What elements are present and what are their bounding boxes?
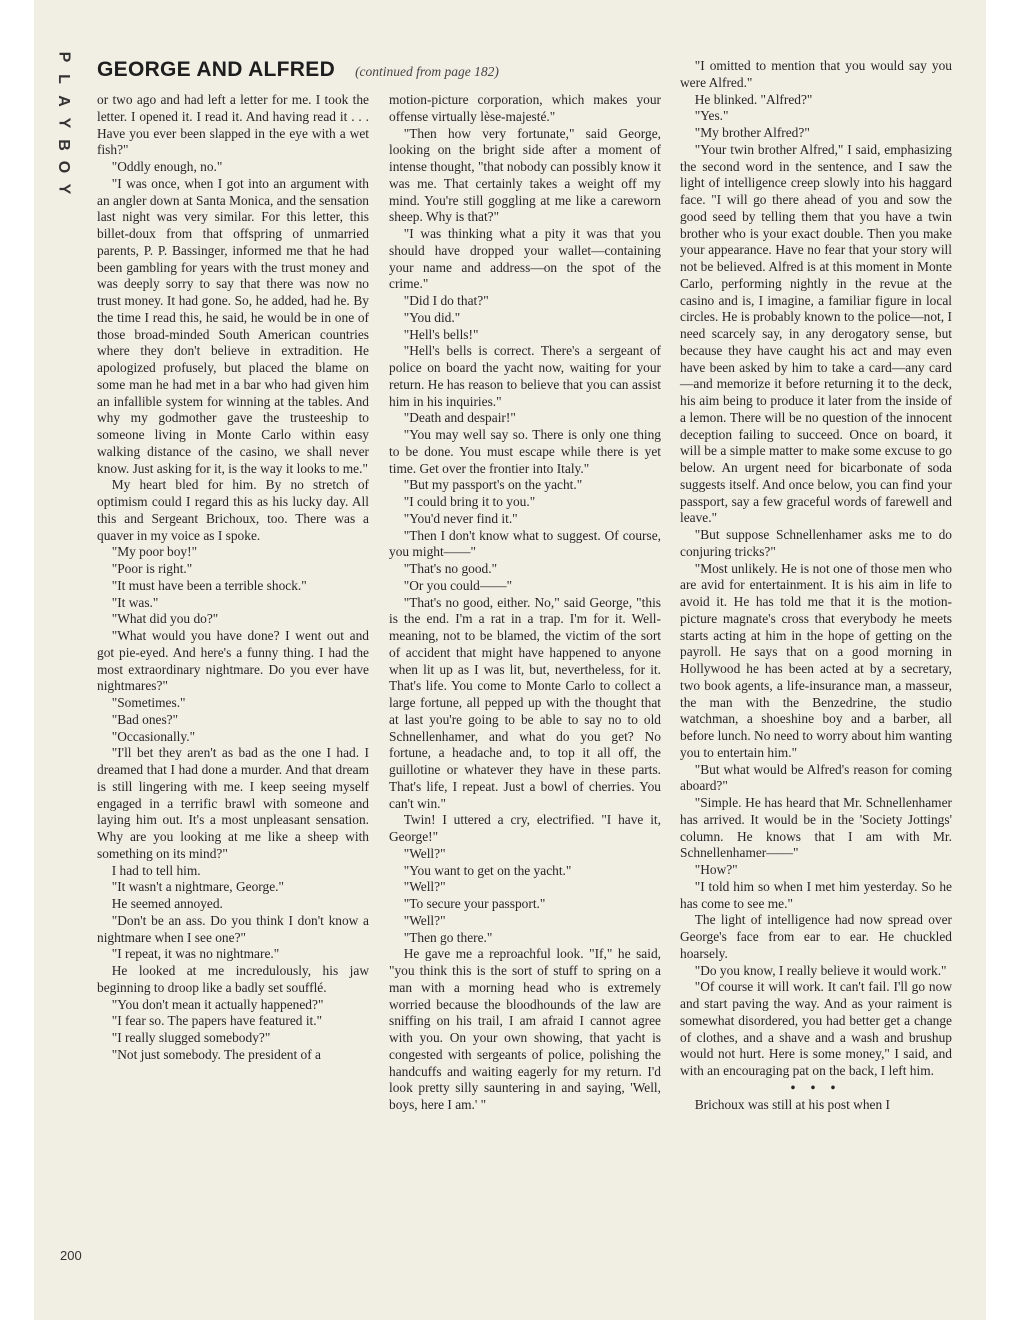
paragraph: "You may well say so. There is only one thing to be done. You must escape while there is yet time. Get over the frontier into Italy." xyxy=(389,427,661,476)
paragraph: "But my passport's on the yacht." xyxy=(403,477,583,493)
masthead-letter: O xyxy=(54,160,72,174)
paragraph: or two ago and had left a letter for me. I took the letter. I opened it. I read it. And having read it . . . Have you ever been slapped in the eye with a wet fish?" xyxy=(97,92,369,158)
paragraph: "Or you could——" xyxy=(403,577,513,593)
paragraph: "You did." xyxy=(403,309,461,325)
masthead-letter: Y xyxy=(54,183,72,195)
paragraph: "It was." xyxy=(111,594,159,610)
paragraph: "Sometimes." xyxy=(111,695,186,710)
paragraph: "Hell's bells!" xyxy=(403,326,479,342)
paragraph: "I was thinking what a pity it was that you should have dropped your wallet—containing your name and address—on the spot of the crime." xyxy=(389,226,661,292)
paragraph: He gave me a reproachful look. "If," he said, "you think this is the sort of stuff to spring on a man with a morning head who is extremely worried because the bloodhounds of the law are sniffing on his trail, I am afraid I cannot agree with you. On your own showing, that yacht is congested with sergeants of police, polishing the handcuffs and waiting eagerly for my return. I'd look pretty silly sauntering in and saying, 'Well, boys, here I am.' " xyxy=(389,946,661,1112)
paragraph: "Of course it will work. It can't fail. I'll go now and start paving the way. And as your raiment is somewhat disordered, you had better get a change of clothes, and a shave and a wash and brushup would not hurt. Here is some money," I said, and with an encouraging pat on the back, I left him. xyxy=(680,979,952,1078)
paragraph: I had to tell him. xyxy=(111,862,201,878)
paragraph: "I'll bet they aren't as bad as the one I had. I dreamed that I had done a murder. And that dream is still lingering with me. I keep seeing myself engaged in a terrific brawl with someone and laying him out. It's a most unpleasant sensation. Why are you looking at me like a sheep with something on its mind?" xyxy=(97,745,369,861)
paragraph: "It must have been a terrible shock." xyxy=(111,577,307,593)
paragraph: "To secure your passport." xyxy=(403,896,546,911)
masthead-letter: Y xyxy=(54,117,72,129)
article-headline xyxy=(97,58,499,84)
paragraph: "You want to get on the yacht." xyxy=(403,862,572,878)
paragraph: "That's no good, either. No," said George, "this is the end. I'm a rat in a trap. I'm for it. Well-meaning, not to be blamed, the victim of the sort of accident that might have happened to anyone when lit up as I was lit, but, nevertheless, for it. That's life. You come to Monte Carlo to collect a large fortune, all pepped up with the thought that at last you're going to be able to say no to old Schnellenhamer, and what do you get? No fortune, a headache and, to top it all off, the guillotine or whatever they have in these parts. That's life, I repeat. Just a bowl of cherries. You can't win." xyxy=(389,594,661,811)
paragraph: "Yes." xyxy=(694,108,729,124)
text-column-3 xyxy=(680,58,952,1113)
paragraph: He looked at me incredulously, his jaw beginning to droop like a badly set soufflé. xyxy=(97,963,369,995)
article-title: GEORGE AND ALFRED xyxy=(97,58,336,81)
text-column-1 xyxy=(97,92,369,1064)
paragraph: He blinked. "Alfred?" xyxy=(694,91,813,107)
paragraph: "I repeat, it was no nightmare." xyxy=(111,946,280,962)
paragraph: "Most unlikely. He is not one of those men who are avid for entertainment. It is his aim in life to avoid it. He has told me that it is the motion-picture magnate's cross that everybody he meets starts acting at him in the hope of getting on the payroll. He says that on a good morning in Hollywood he has been acted at by a secretary, two book agents, a life-insurance man, a masseur, the man with the Benzedrine, the studio watchman, a shoeshine boy and a barber, all before lunch. No need to worry about him wanting you to entertain him." xyxy=(680,560,952,760)
continued-note: (continued from page 182) xyxy=(355,64,499,79)
paragraph: "How?" xyxy=(694,862,738,877)
paragraph: My heart bled for him. By no stretch of optimism could I regard this as his lucky day. All this and Sergeant Brichoux, too. There was a quaver in my voice as I spoke. xyxy=(97,477,369,543)
masthead-letter: P xyxy=(54,51,72,63)
paragraph: "I told him so when I met him yesterday. So he has come to see me." xyxy=(680,878,952,911)
paragraph: "Oddly enough, no." xyxy=(111,159,223,174)
paragraph: "Poor is right." xyxy=(111,561,193,576)
paragraph: "Don't be an ass. Do you think I don't know a nightmare when I see one?" xyxy=(97,912,369,945)
paragraph: "You don't mean it actually happened?" xyxy=(111,996,324,1012)
paragraph: The light of intelligence had now spread over George's face from ear to ear. He chuckled hoarsely. xyxy=(680,912,952,961)
magazine-masthead-vertical xyxy=(48,46,78,200)
paragraph: "What did you do?" xyxy=(111,611,219,627)
paragraph: "Bad ones?" xyxy=(111,711,179,727)
section-separator: • • • xyxy=(790,1079,842,1095)
paragraph: "Well?" xyxy=(403,912,446,928)
paragraph: "I really slugged somebody?" xyxy=(111,1030,271,1045)
masthead-letter: A xyxy=(55,95,72,107)
paragraph: "Do you know, I really believe it would work." xyxy=(694,962,947,978)
paragraph: "Death and despair!" xyxy=(403,410,516,426)
paragraph: "Well?" xyxy=(403,845,446,861)
paragraph: motion-picture corporation, which makes your offense virtually lèse-majesté." xyxy=(389,92,661,124)
paragraph: "Your twin brother Alfred," I said, emphasizing the second word in the sentence, and I saw the light of intelligence creep slowly into his haggard face. "I will go there ahead of you and sow the good seed by telling them that you have a twin brother who is your exact double. Then you make your appearance. Have no fear that your story will not be believed. Alfred is at this moment in Monte Carlo, performing nightly in the revue at the casino and is, I imagine, a familiar figure in local circles. He is probably known to the police—not, I need scarcely say, in any derogatory sense, but because they have caught his act and may even have been asked by him to take a card—any card—and memorize it before returning it to the deck, his aim being to produce it later from the inside of a lemon. There will be no question of the innocent deception failing to succeed. Once on board, it will be a simple matter to make some excuse to go below. An urgent need for bicarbonate of soda suggests itself. And once below, you can find your passport, say a few graceful words of farewell and leave." xyxy=(680,141,952,526)
paragraph: "Then how very fortunate," said George, looking on the bright side after a moment of intense thought, "that nobody can possibly know it was me. That certainly takes a weight off my mind. You're still goggling at me like a careworn sheep. Why is that?" xyxy=(389,125,661,225)
paragraph: "You'd never find it." xyxy=(403,510,518,526)
paragraph: Twin! I uttered a cry, electrified. "I have it, George!" xyxy=(389,812,661,844)
paragraph: He seemed annoyed. xyxy=(111,896,223,911)
paragraph: "Then go there." xyxy=(403,929,493,945)
paragraph: "Then I don't know what to suggest. Of course, you might——" xyxy=(389,527,661,560)
paragraph: "Well?" xyxy=(403,879,446,895)
paragraph: "Hell's bells is correct. There's a sergeant of police on board the yacht now, waiting for your return. He has reason to believe that you can assist him in his inquiries." xyxy=(389,343,661,409)
page-number: 200 xyxy=(60,1248,82,1263)
paragraph: "Occasionally." xyxy=(111,728,196,744)
paragraph: "What would you have done? I went out and got pie-eyed. And here's a funny thing. I had the most extraordinary nightmare. Do you ever have nightmares?" xyxy=(97,628,369,694)
paragraph: "I omitted to mention that you would say you were Alfred." xyxy=(680,58,952,90)
text-column-2 xyxy=(389,92,661,1114)
paragraph: "But suppose Schnellenhamer asks me to do conjuring tricks?" xyxy=(680,527,952,559)
paragraph: "I was once, when I got into an argument with an angler down at Santa Monica, and the sensation last night was very similar. For this letter, this billet-doux from that offspring of unmarried parents, P. P. Bassinger, informed me that he had been gambling for years with the trust money and was deeply sorry to say that there was now no trust money. It had gone. So, he added, had he. By the time I read this, he said, he would be in one of those broad-minded South American countries where they don't believe in extradition. He apologized profusely, but placed the blame on some man he had met in a bar who had given him an infallible system for winning at the tables. And why my godmother gave the trusteeship to someone living in Monte Carlo within easy walking distance of the casino, we shall never know. Just asking for it, is the way it looks to me." xyxy=(97,175,369,476)
paragraph: "That's no good." xyxy=(403,561,498,576)
paragraph: "Simple. He has heard that Mr. Schnellenhamer has arrived. It would be in the 'Society Jottings' column. He knows that I am with Mr. Schnellenhamer——" xyxy=(680,795,952,861)
paragraph: "My poor boy!" xyxy=(111,544,198,560)
paragraph: "I could bring it to you." xyxy=(403,494,536,509)
paragraph: "It wasn't a nightmare, George." xyxy=(111,879,284,895)
paragraph: "But what would be Alfred's reason for coming aboard?" xyxy=(680,761,952,794)
paragraph: "Not just somebody. The president of a xyxy=(111,1046,322,1062)
masthead-letter: B xyxy=(55,139,72,151)
masthead-letter: L xyxy=(55,74,72,84)
paragraph: Brichoux was still at his post when I xyxy=(694,1096,890,1112)
paragraph: "Did I do that?" xyxy=(403,293,489,308)
paragraph: "I fear so. The papers have featured it." xyxy=(111,1013,323,1029)
paragraph: "My brother Alfred?" xyxy=(694,125,810,140)
